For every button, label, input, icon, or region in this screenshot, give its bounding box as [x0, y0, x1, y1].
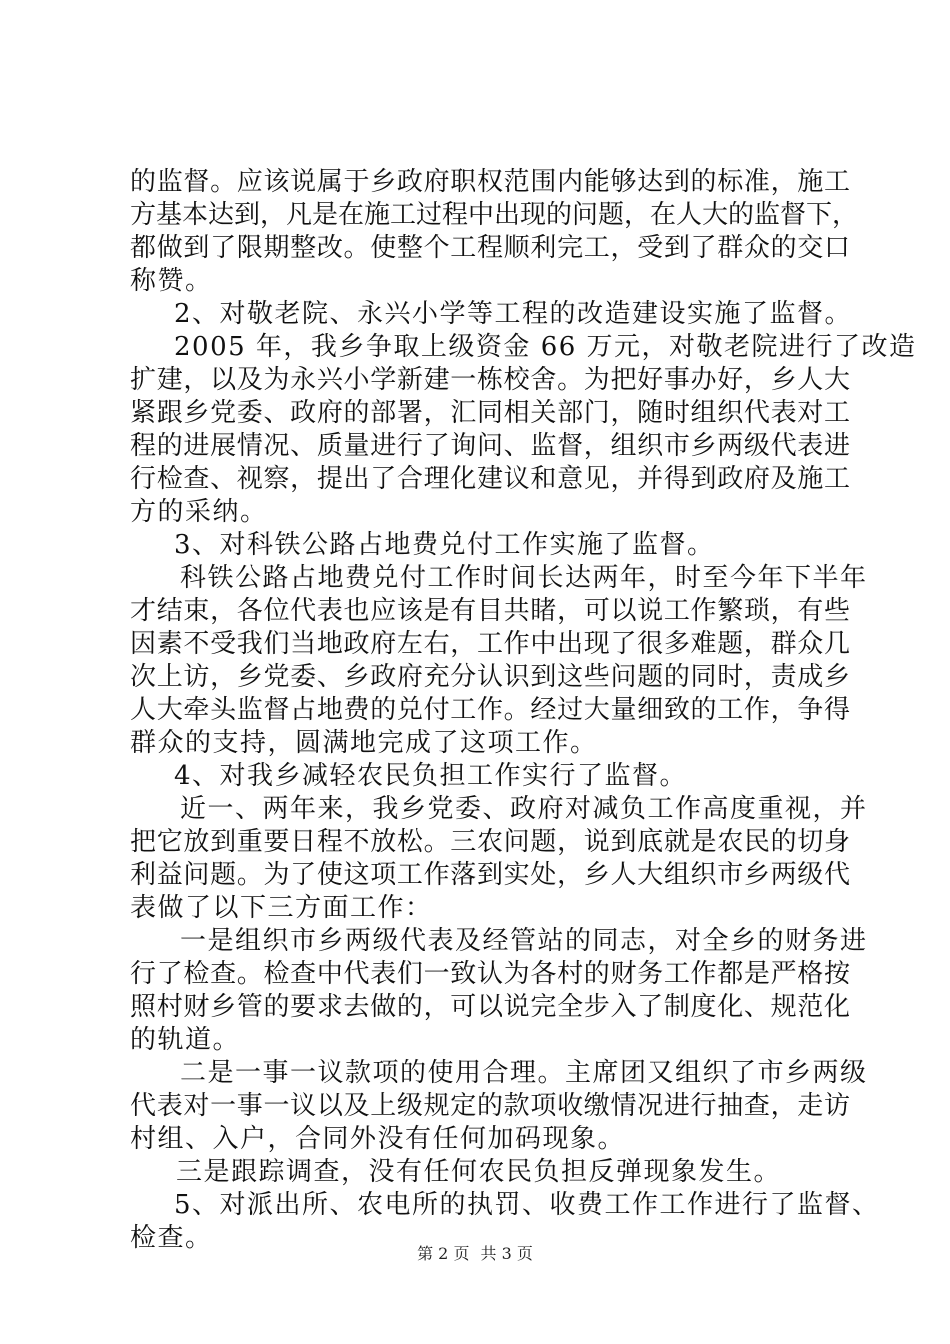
text-line: 照村财乡管的要求去做的，可以说完全步入了制度化、规范化 — [130, 992, 850, 1022]
text-line: 群众的支持，圆满地完成了这项工作。 — [130, 728, 598, 758]
page-total: 共 3 页 — [480, 1244, 533, 1263]
text-line: 行了检查。检查中代表们一致认为各村的财务工作都是严格按 — [130, 959, 850, 989]
text-line: 检查。 — [130, 1223, 213, 1253]
text-line: 称赞。 — [130, 266, 213, 296]
text-line: 科铁公路占地费兑付工作时间长达两年，时至今年下半年 — [180, 563, 868, 593]
section-heading: 2、对敬老院、永兴小学等工程的改造建设实施了监督。 — [174, 299, 853, 329]
text-line: 方的采纳。 — [130, 497, 268, 527]
text-line: 次上访，乡党委、乡政府充分认识到这些问题的同时，责成乡 — [130, 662, 850, 692]
text-line: 三是跟踪调查，没有任何农民负担反弹现象发生。 — [176, 1157, 782, 1187]
section-heading: 5、对派出所、农电所的执罚、收费工作工作进行了监督、 — [174, 1190, 880, 1220]
text-line: 把它放到重要日程不放松。三农问题，说到底就是农民的切身 — [130, 827, 850, 857]
text-line: 程的进展情况、质量进行了询问、监督，组织市乡两级代表进 — [130, 431, 850, 461]
text-line: 代表对一事一议以及上级规定的款项收缴情况进行抽查，走访 — [130, 1091, 850, 1121]
text-line: 村组、入户，合同外没有任何加码现象。 — [130, 1124, 626, 1154]
text-line: 2005 年，我乡争取上级资金 66 万元，对敬老院进行了改造 — [174, 332, 917, 362]
text-line: 都做到了限期整改。使整个工程顺利完工，受到了群众的交口 — [130, 233, 850, 263]
page-footer — [0, 1244, 950, 1264]
text-line: 扩建，以及为永兴小学新建一栋校舍。为把好事办好，乡人大 — [130, 365, 850, 395]
text-line: 二是一事一议款项的使用合理。主席团又组织了市乡两级 — [180, 1058, 868, 1088]
text-line: 方基本达到，凡是在施工过程中出现的问题，在人大的监督下， — [130, 200, 859, 230]
text-line: 行检查、视察，提出了合理化建议和意见，并得到政府及施工 — [130, 464, 850, 494]
text-line: 人大牵头监督占地费的兑付工作。经过大量细致的工作，争得 — [130, 695, 850, 725]
text-line: 的轨道。 — [130, 1025, 241, 1055]
text-line: 才结束，各位代表也应该是有目共睹，可以说工作繁琐，有些 — [130, 596, 850, 626]
page-number: 第 2 页 — [417, 1244, 470, 1263]
text-line: 的监督。应该说属于乡政府职权范围内能够达到的标准，施工 — [130, 167, 850, 197]
document-body — [130, 166, 917, 1255]
text-line: 因素不受我们当地政府左右，工作中出现了很多难题，群众几 — [130, 629, 850, 659]
text-line: 近一、两年来，我乡党委、政府对减负工作高度重视，并 — [180, 794, 868, 824]
section-heading: 4、对我乡减轻农民负担工作实行了监督。 — [174, 761, 688, 791]
text-line: 一是组织市乡两级代表及经管站的同志，对全乡的财务进 — [180, 926, 868, 956]
text-line: 表做了以下三方面工作： — [130, 893, 433, 923]
text-line: 紧跟乡党委、政府的部署，汇同相关部门，随时组织代表对工 — [130, 398, 850, 428]
text-line: 利益问题。为了使这项工作落到实处，乡人大组织市乡两级代 — [130, 860, 850, 890]
section-heading: 3、对科铁公路占地费兑付工作实施了监督。 — [174, 530, 715, 560]
